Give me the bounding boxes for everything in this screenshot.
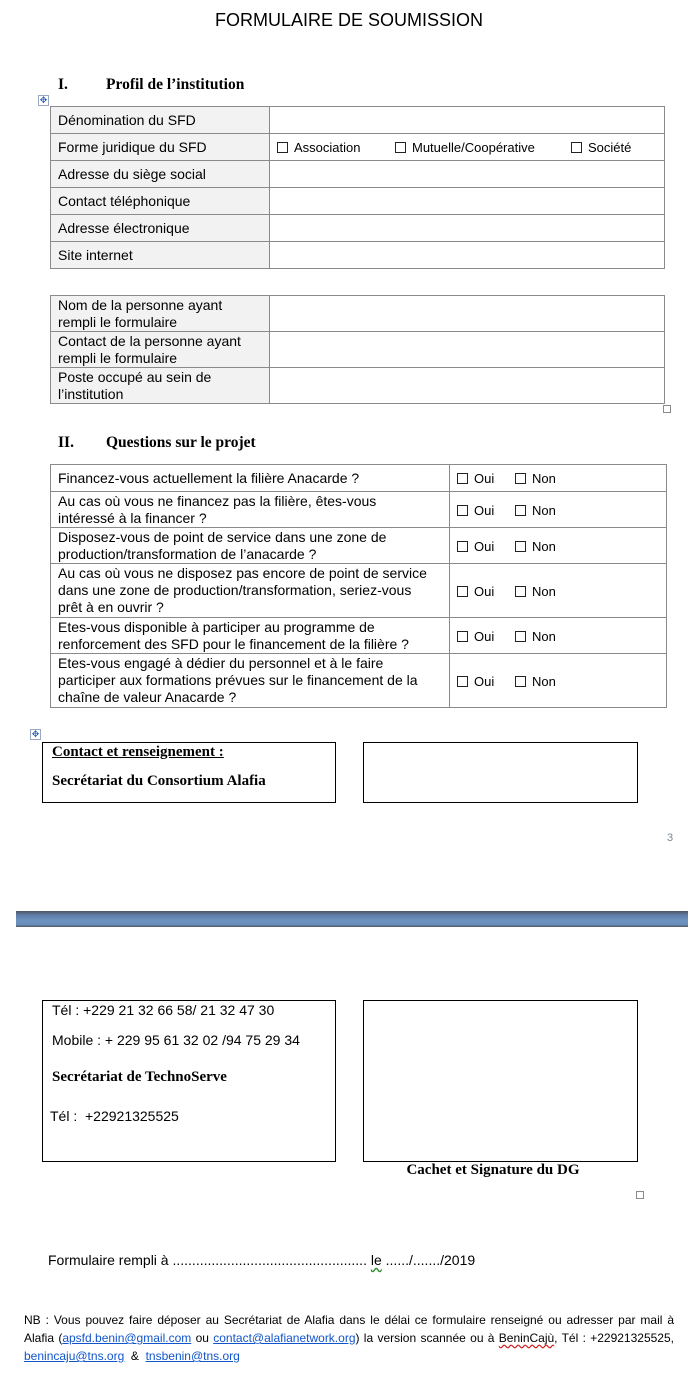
no-checkbox[interactable]: Non bbox=[515, 629, 556, 644]
contact-box-bottom bbox=[42, 1000, 336, 1162]
row-label: Adresse du siège social bbox=[51, 161, 270, 188]
question-text: Disposez-vous de point de service dans une zone de production/transformation de l’anacarde ? bbox=[51, 528, 450, 564]
table-row bbox=[51, 465, 667, 492]
no-checkbox[interactable]: Non bbox=[515, 471, 556, 486]
alafia-mobile: Mobile : + 229 95 61 32 02 /94 75 29 34 bbox=[52, 1032, 300, 1048]
row-label: Dénomination du SFD bbox=[51, 107, 270, 134]
head-office-address-field[interactable] bbox=[270, 161, 665, 188]
email-link-alafianetwork[interactable]: contact@alafianetwork.org bbox=[213, 1331, 356, 1345]
technoserve-tel: Tél : +22921325525 bbox=[50, 1108, 179, 1124]
checkbox-icon bbox=[515, 631, 526, 642]
answer-options bbox=[450, 618, 667, 654]
checkbox-icon bbox=[457, 676, 468, 687]
email-link-benincaju[interactable]: benincaju@tns.org bbox=[24, 1349, 125, 1363]
table-row bbox=[51, 564, 667, 618]
completion-date: ....../......./2019 bbox=[385, 1252, 476, 1268]
checkbox-icon bbox=[457, 505, 468, 516]
yes-checkbox[interactable]: Oui bbox=[457, 539, 515, 554]
row-label: Poste occupé au sein de l’institution bbox=[51, 368, 270, 404]
row-label: Contact de la personne ayant rempli le formulaire bbox=[51, 332, 270, 368]
table-row bbox=[51, 654, 667, 708]
checkbox-icon bbox=[515, 586, 526, 597]
phone-contact-field[interactable] bbox=[270, 188, 665, 215]
table-row bbox=[51, 492, 667, 528]
table-resize-handle-icon[interactable] bbox=[636, 1191, 644, 1199]
signature-caption: Cachet et Signature du DG bbox=[406, 1162, 580, 1178]
table-row bbox=[51, 161, 665, 188]
email-link-tnsbenin[interactable]: tnsbenin@tns.org bbox=[145, 1349, 240, 1363]
table-row bbox=[51, 528, 667, 564]
page-separator bbox=[16, 911, 688, 927]
email-address-field[interactable] bbox=[270, 215, 665, 242]
legal-form-association-checkbox[interactable]: Association bbox=[277, 140, 395, 155]
checkbox-icon bbox=[571, 142, 582, 153]
row-label: Site internet bbox=[51, 242, 270, 269]
table-row bbox=[51, 242, 665, 269]
answer-options bbox=[450, 492, 667, 528]
yes-checkbox[interactable]: Oui bbox=[457, 674, 515, 689]
answer-options bbox=[450, 564, 667, 618]
technoserve-secretariat: Secrétariat de TechnoServe bbox=[52, 1069, 227, 1085]
checkbox-icon bbox=[457, 541, 468, 552]
no-checkbox[interactable]: Non bbox=[515, 539, 556, 554]
table-row bbox=[51, 188, 665, 215]
note-paragraph: NB : Vous pouvez faire déposer au Secrétariat de Alafia dans le délai ce formulaire renseigné ou adresser par mail à Alafia (apsfd.benin@gmail.com ou contact@alafianetwork.org) la version scannée ou à BeninCajù, Tél : +22921325525, benincaju@tns.org & tnsbenin@tns.org bbox=[24, 1313, 681, 1363]
respondent-name-field[interactable] bbox=[270, 296, 665, 332]
table-move-handle-icon[interactable]: ✥ bbox=[31, 729, 40, 739]
section-2-heading bbox=[58, 434, 256, 452]
legal-form-mutuelle-checkbox[interactable]: Mutuelle/Coopérative bbox=[395, 140, 571, 155]
question-text: Etes-vous disponible à participer au programme de renforcement des SFD pour le financement de la filière ? bbox=[51, 618, 450, 654]
alafia-secretariat: Secrétariat du Consortium Alafia bbox=[52, 773, 266, 789]
question-text: Etes-vous engagé à dédier du personnel et à le faire participer aux formations prévues sur le financement de la chaîne de valeur Anacarde ? bbox=[51, 654, 450, 708]
checkbox-icon bbox=[457, 473, 468, 484]
section-1-heading bbox=[58, 76, 244, 94]
checkbox-icon bbox=[457, 631, 468, 642]
contact-box-top bbox=[42, 742, 336, 803]
question-text: Au cas où vous ne financez pas la filière, êtes-vous intéressé à la financer ? bbox=[51, 492, 450, 528]
page-number: 3 bbox=[667, 832, 674, 844]
legal-form-options bbox=[270, 134, 665, 161]
table-resize-handle-icon[interactable] bbox=[663, 405, 671, 413]
table-row bbox=[51, 215, 665, 242]
table-row bbox=[51, 134, 665, 161]
checkbox-icon bbox=[457, 586, 468, 597]
table-row bbox=[51, 296, 665, 332]
question-text: Au cas où vous ne disposez pas encore de point de service dans une zone de production/transformation, seriez-vous prêt à en ouvrir ? bbox=[51, 564, 450, 618]
respondent-position-field[interactable] bbox=[270, 368, 665, 404]
contact-heading: Contact et renseignement : bbox=[52, 744, 224, 760]
section-2-title: Questions sur le projet bbox=[106, 434, 256, 451]
completion-line bbox=[48, 1252, 475, 1268]
no-checkbox[interactable]: Non bbox=[515, 503, 556, 518]
table-row bbox=[51, 332, 665, 368]
table-row bbox=[51, 368, 665, 404]
section-2-number: II. bbox=[58, 434, 74, 451]
respondent-contact-field[interactable] bbox=[270, 332, 665, 368]
answer-options bbox=[450, 465, 667, 492]
answer-options bbox=[450, 528, 667, 564]
completion-le: le bbox=[370, 1252, 382, 1268]
checkbox-icon bbox=[277, 142, 288, 153]
row-label: Nom de la personne ayant rempli le formulaire bbox=[51, 296, 270, 332]
respondent-table bbox=[50, 295, 665, 404]
yes-checkbox[interactable]: Oui bbox=[457, 584, 515, 599]
stamp-box-top[interactable] bbox=[363, 742, 638, 803]
checkbox-icon bbox=[515, 505, 526, 516]
section-1-title: Profil de l’institution bbox=[106, 76, 245, 93]
legal-form-societe-checkbox[interactable]: Société bbox=[571, 140, 631, 155]
answer-options bbox=[450, 654, 667, 708]
yes-checkbox[interactable]: Oui bbox=[457, 629, 515, 644]
document-title: FORMULAIRE DE SOUMISSION bbox=[214, 10, 484, 30]
alafia-tel: Tél : +229 21 32 66 58/ 21 32 47 30 bbox=[52, 1002, 275, 1018]
checkbox-icon bbox=[515, 473, 526, 484]
no-checkbox[interactable]: Non bbox=[515, 674, 556, 689]
questions-table bbox=[50, 464, 667, 708]
sfd-name-field[interactable] bbox=[270, 107, 665, 134]
checkbox-icon bbox=[515, 676, 526, 687]
signature-box[interactable] bbox=[363, 1000, 638, 1162]
question-text: Financez-vous actuellement la filière Anacarde ? bbox=[51, 465, 450, 492]
section-1-number: I. bbox=[58, 76, 68, 93]
row-label: Adresse électronique bbox=[51, 215, 270, 242]
yes-checkbox[interactable]: Oui bbox=[457, 471, 515, 486]
benincaju-name: BeninCajù bbox=[498, 1331, 555, 1345]
website-field[interactable] bbox=[270, 242, 665, 269]
row-label: Contact téléphonique bbox=[51, 188, 270, 215]
row-label: Forme juridique du SFD bbox=[51, 134, 270, 161]
table-move-handle-icon[interactable]: ✥ bbox=[39, 95, 48, 105]
profile-table bbox=[50, 106, 665, 269]
table-row bbox=[51, 107, 665, 134]
checkbox-icon bbox=[395, 142, 406, 153]
yes-checkbox[interactable]: Oui bbox=[457, 503, 515, 518]
table-row bbox=[51, 618, 667, 654]
checkbox-icon bbox=[515, 541, 526, 552]
no-checkbox[interactable]: Non bbox=[515, 584, 556, 599]
completion-place: Formulaire rempli à .................................................. bbox=[48, 1252, 367, 1268]
email-link-apsfd[interactable]: apsfd.benin@gmail.com bbox=[62, 1331, 192, 1345]
